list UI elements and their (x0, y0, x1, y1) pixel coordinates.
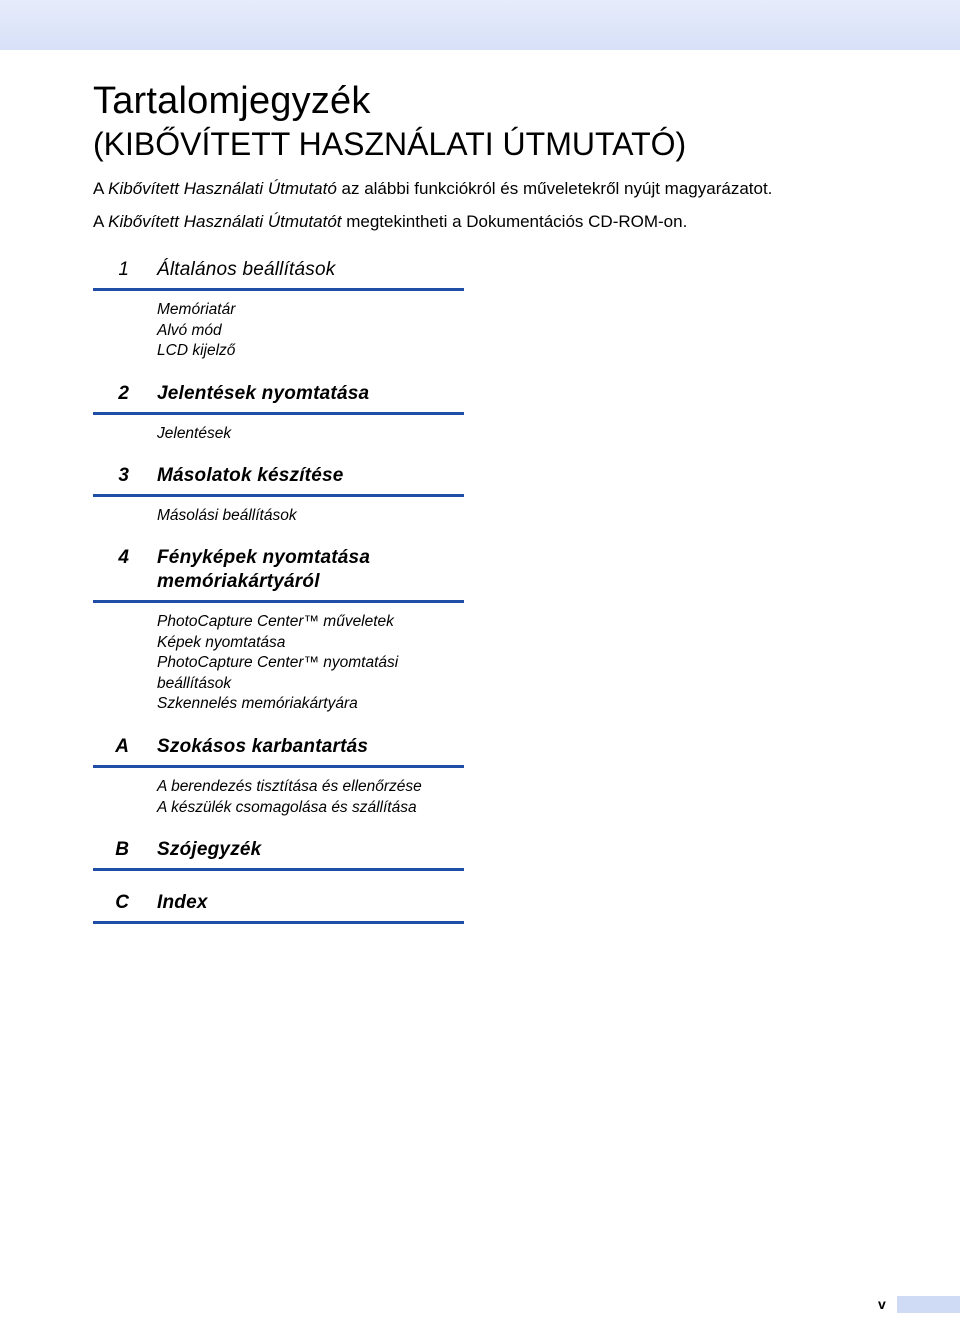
toc-chapter-number: 2 (118, 383, 129, 404)
toc-chapter-title[interactable]: Általános beállítások (157, 259, 336, 280)
toc-item[interactable]: PhotoCapture Center™ nyomtatási beállítások (157, 654, 399, 692)
toc-chapter-title[interactable]: Index (157, 892, 208, 913)
intro-line-2-guide-name: Kibővített Használati Útmutatót (108, 212, 342, 231)
intro-line-1-guide-name: Kibővített Használati Útmutató (108, 179, 337, 198)
toc-appendix-b[interactable] (93, 838, 464, 871)
toc-appendix-c[interactable] (93, 891, 464, 924)
toc-chapter-heading (93, 891, 464, 924)
page-title: Tartalomjegyzék (93, 80, 371, 122)
toc-item[interactable]: A készülék csomagolása és szállítása (157, 798, 417, 816)
page-number: v (878, 1296, 886, 1312)
toc-item[interactable]: Jelentések (157, 425, 232, 442)
toc-item[interactable]: Képek nyomtatása (157, 633, 286, 651)
toc-chapter-heading (93, 838, 464, 871)
toc-item[interactable]: Alvó mód (157, 321, 222, 339)
toc-chapter-title[interactable]: Jelentések nyomtatása (157, 383, 370, 404)
toc-chapter-items (157, 300, 464, 362)
intro-line-2-pre: A (93, 212, 109, 231)
toc-item[interactable]: Szkennelés memóriakártyára (157, 695, 358, 712)
footer-band (897, 1296, 960, 1313)
toc-chapter-number: 4 (118, 547, 129, 568)
toc-appendix-a[interactable] (93, 735, 464, 818)
toc-chapter-4[interactable] (93, 546, 464, 715)
intro-line-2 (93, 211, 687, 233)
intro-line-1-post: az alábbi funkciókról és műveletekről nyújt magyarázatot. (336, 179, 773, 198)
toc-chapter-title[interactable]: Szójegyzék (157, 839, 262, 860)
toc-chapter-3[interactable] (93, 464, 464, 527)
toc-chapter-heading (93, 464, 464, 497)
toc-chapter-items (157, 506, 464, 527)
toc-chapter-number: 1 (118, 259, 129, 280)
toc-chapter-heading (93, 735, 464, 768)
toc-chapter-items (157, 777, 464, 818)
toc-item[interactable]: LCD kijelző (157, 342, 236, 359)
toc-chapter-heading (93, 382, 464, 415)
toc-chapter-1[interactable] (93, 258, 464, 362)
intro-line-1 (93, 178, 772, 200)
toc-chapter-number: A (115, 736, 129, 757)
page-subtitle: (KIBŐVÍTETT HASZNÁLATI ÚTMUTATÓ) (93, 126, 687, 162)
toc-chapter-items (157, 424, 464, 445)
toc-chapter-number: C (115, 892, 129, 913)
toc-chapter-heading (93, 546, 464, 603)
toc-chapter-title[interactable]: Fényképek nyomtatása memóriakártyáról (157, 547, 371, 592)
toc-item[interactable]: A berendezés tisztítása és ellenőrzése (157, 778, 422, 795)
top-header-band (0, 0, 960, 50)
toc-chapter-number: B (115, 839, 129, 860)
toc-chapter-heading (93, 258, 464, 291)
intro-line-2-post: megtekintheti a Dokumentációs CD-ROM-on. (341, 212, 688, 231)
toc-chapter-items (157, 612, 447, 715)
toc-item[interactable]: Memóriatár (157, 301, 236, 318)
intro-line-1-pre: A (93, 179, 109, 198)
toc-item[interactable]: Másolási beállítások (157, 507, 297, 524)
toc-chapter-2[interactable] (93, 382, 464, 445)
toc-item[interactable]: PhotoCapture Center™ műveletek (157, 613, 394, 630)
toc-chapter-title[interactable]: Szokásos karbantartás (157, 736, 369, 757)
toc-chapter-number: 3 (118, 465, 129, 486)
toc-chapter-title[interactable]: Másolatok készítése (157, 465, 344, 486)
